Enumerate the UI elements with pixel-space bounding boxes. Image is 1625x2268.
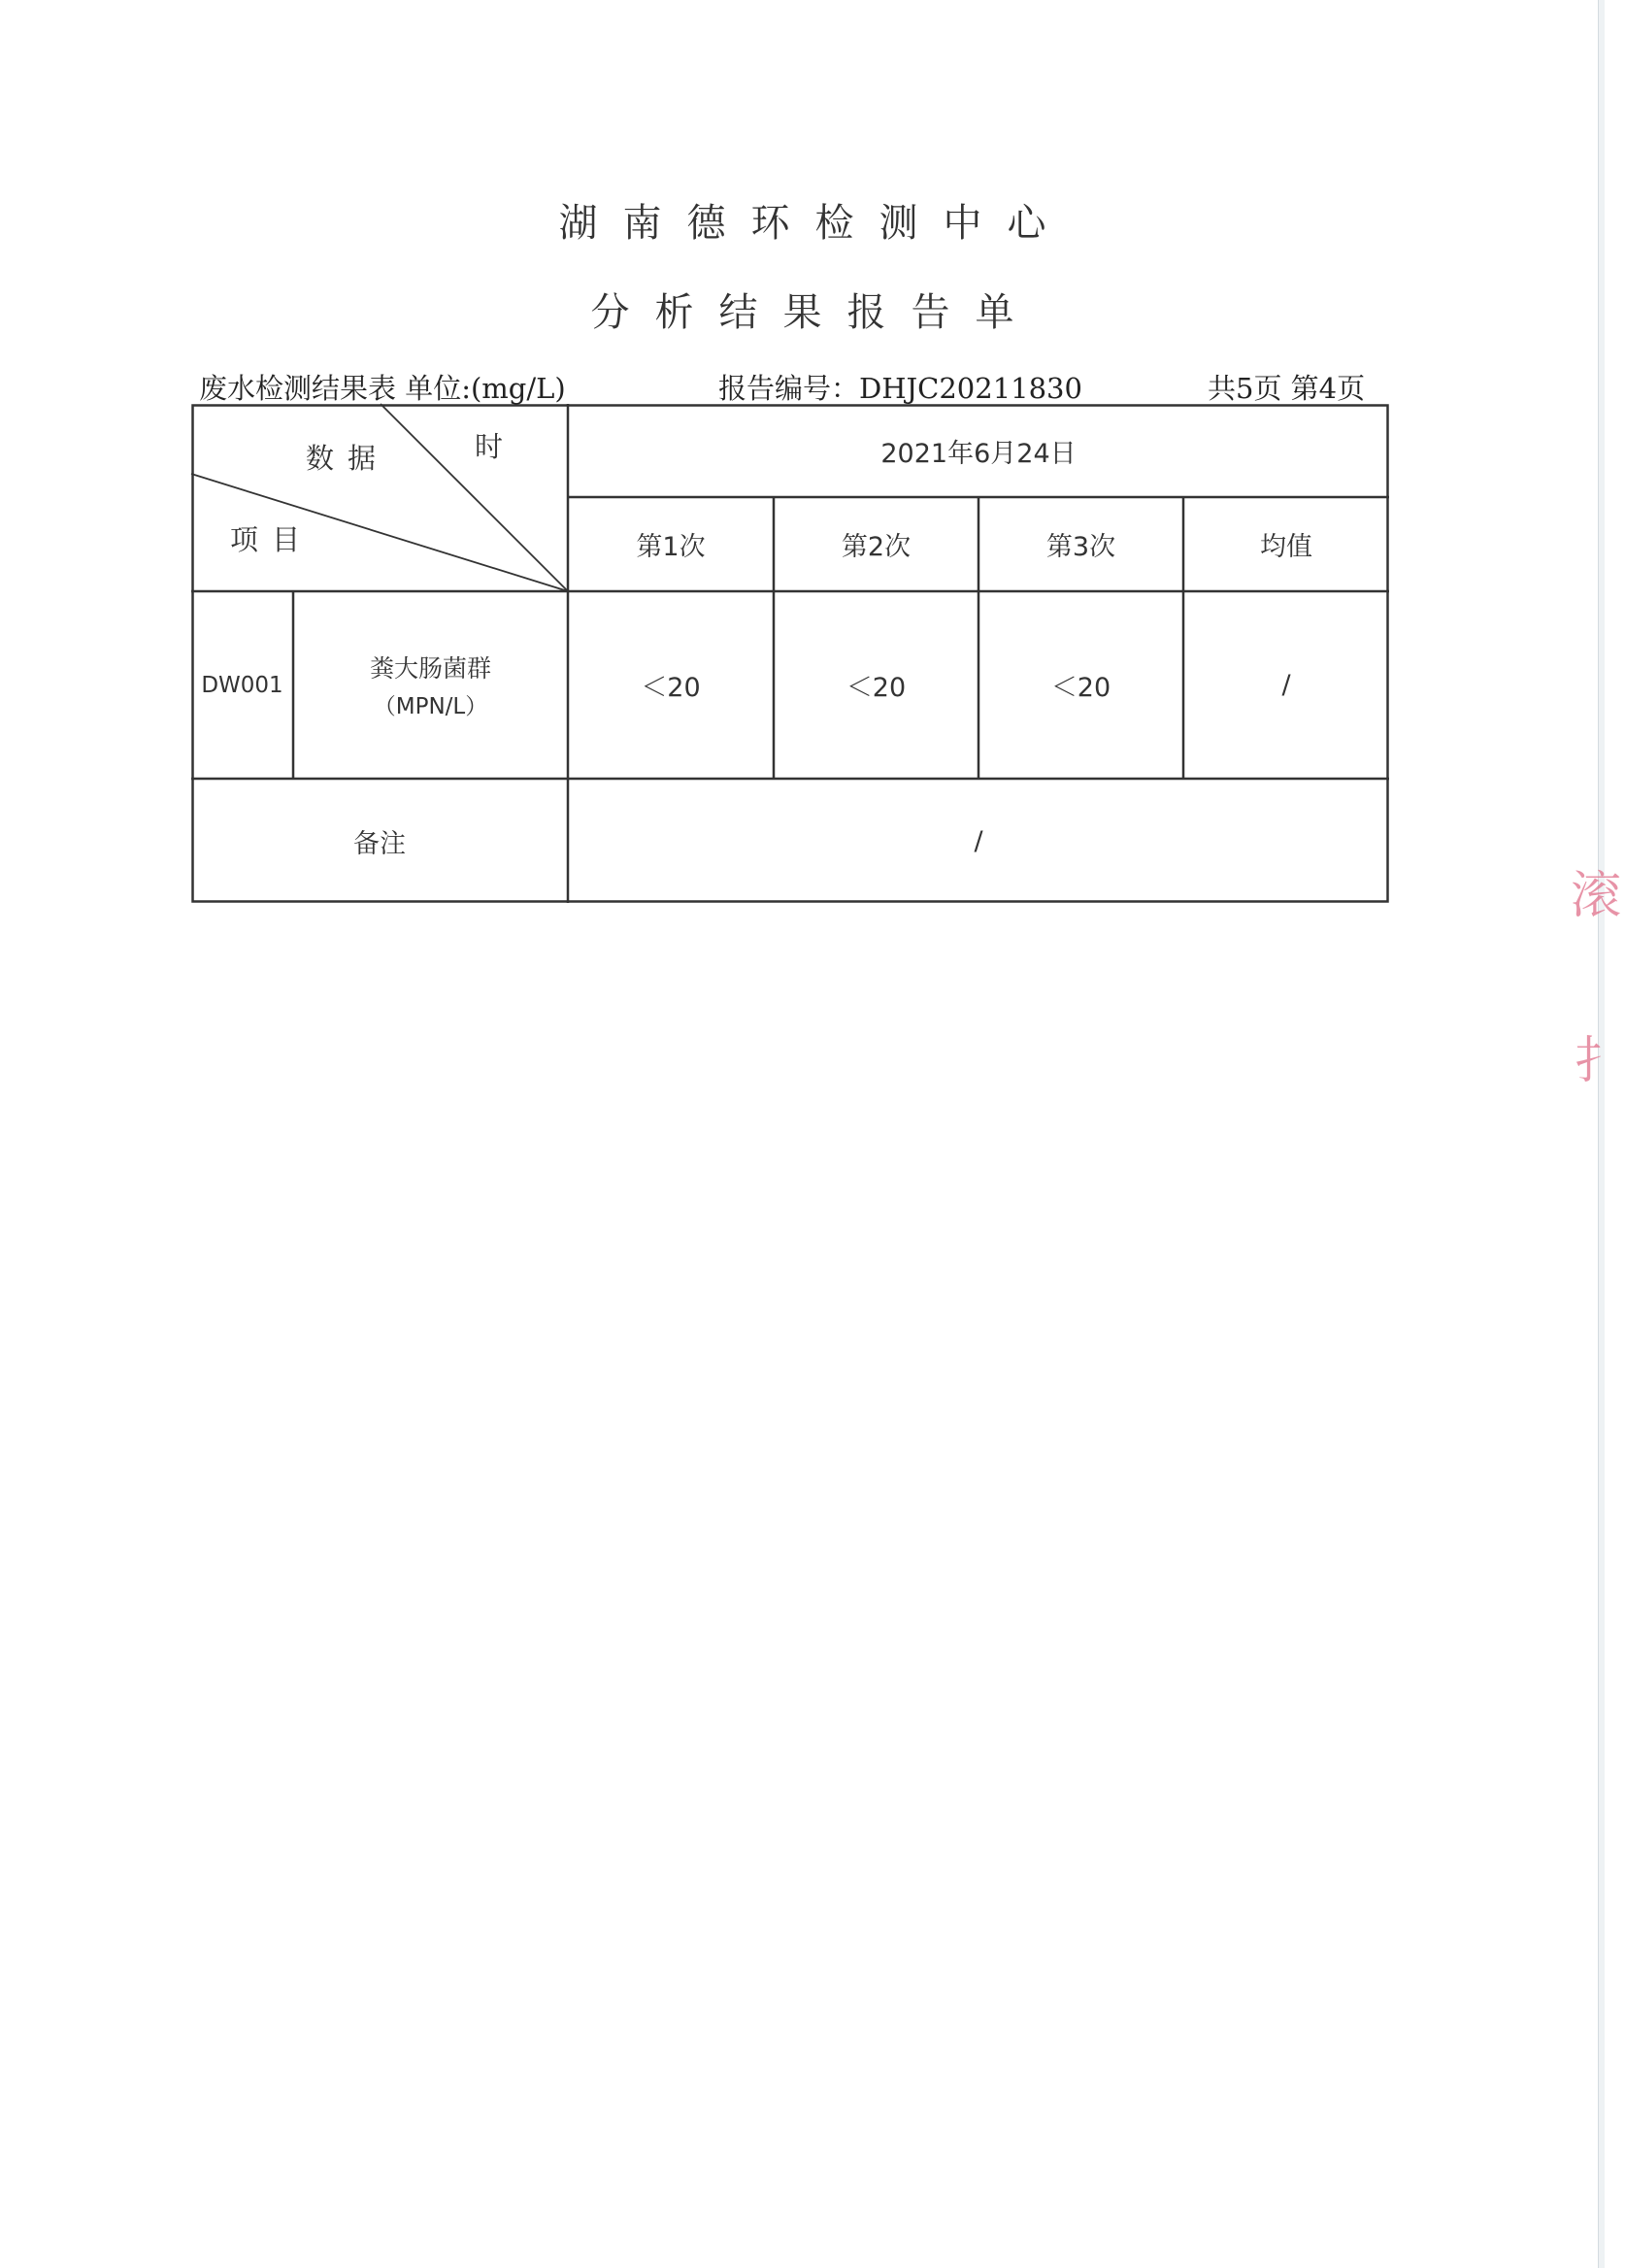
scan-edge [1598,0,1605,2268]
seal-fragment-bottom: 扌 [1575,1032,1625,1090]
item-name: 粪大肠菌群 [369,654,491,683]
corner-time-label: 时 [475,430,517,463]
item-cell [293,591,568,779]
value-average: / [1281,670,1291,700]
seal-fragment-top: 滚 [1571,867,1622,925]
document-title: 分析结果报告单 [590,290,1040,335]
corner-item-label: 项目 [230,523,315,556]
column-header-1: 第1次 [636,532,706,562]
column-header-3: 第3次 [1045,532,1116,562]
sample-id: DW001 [201,672,283,698]
value-3: ＜20 [1050,673,1111,703]
page-count: 共5页 第4页 [1208,372,1366,405]
results-table [191,404,1389,903]
item-unit: （MPN/L） [373,694,488,719]
corner-data-label: 数据 [306,442,390,475]
column-header-average: 均值 [1260,532,1312,562]
organization-title: 湖南德环检测中心 [558,201,1072,246]
report-number: 报告编号：DHJC20211830 [718,372,1082,405]
remark-value: / [974,825,983,856]
remark-label: 备注 [353,828,406,859]
column-header-2: 第2次 [841,532,912,562]
table-name-unit: 废水检测结果表 单位:(mg/L) [199,372,566,405]
date-header: 2021年6月24日 [880,438,1077,469]
value-2: ＜20 [846,673,907,703]
value-1: ＜20 [641,673,701,703]
